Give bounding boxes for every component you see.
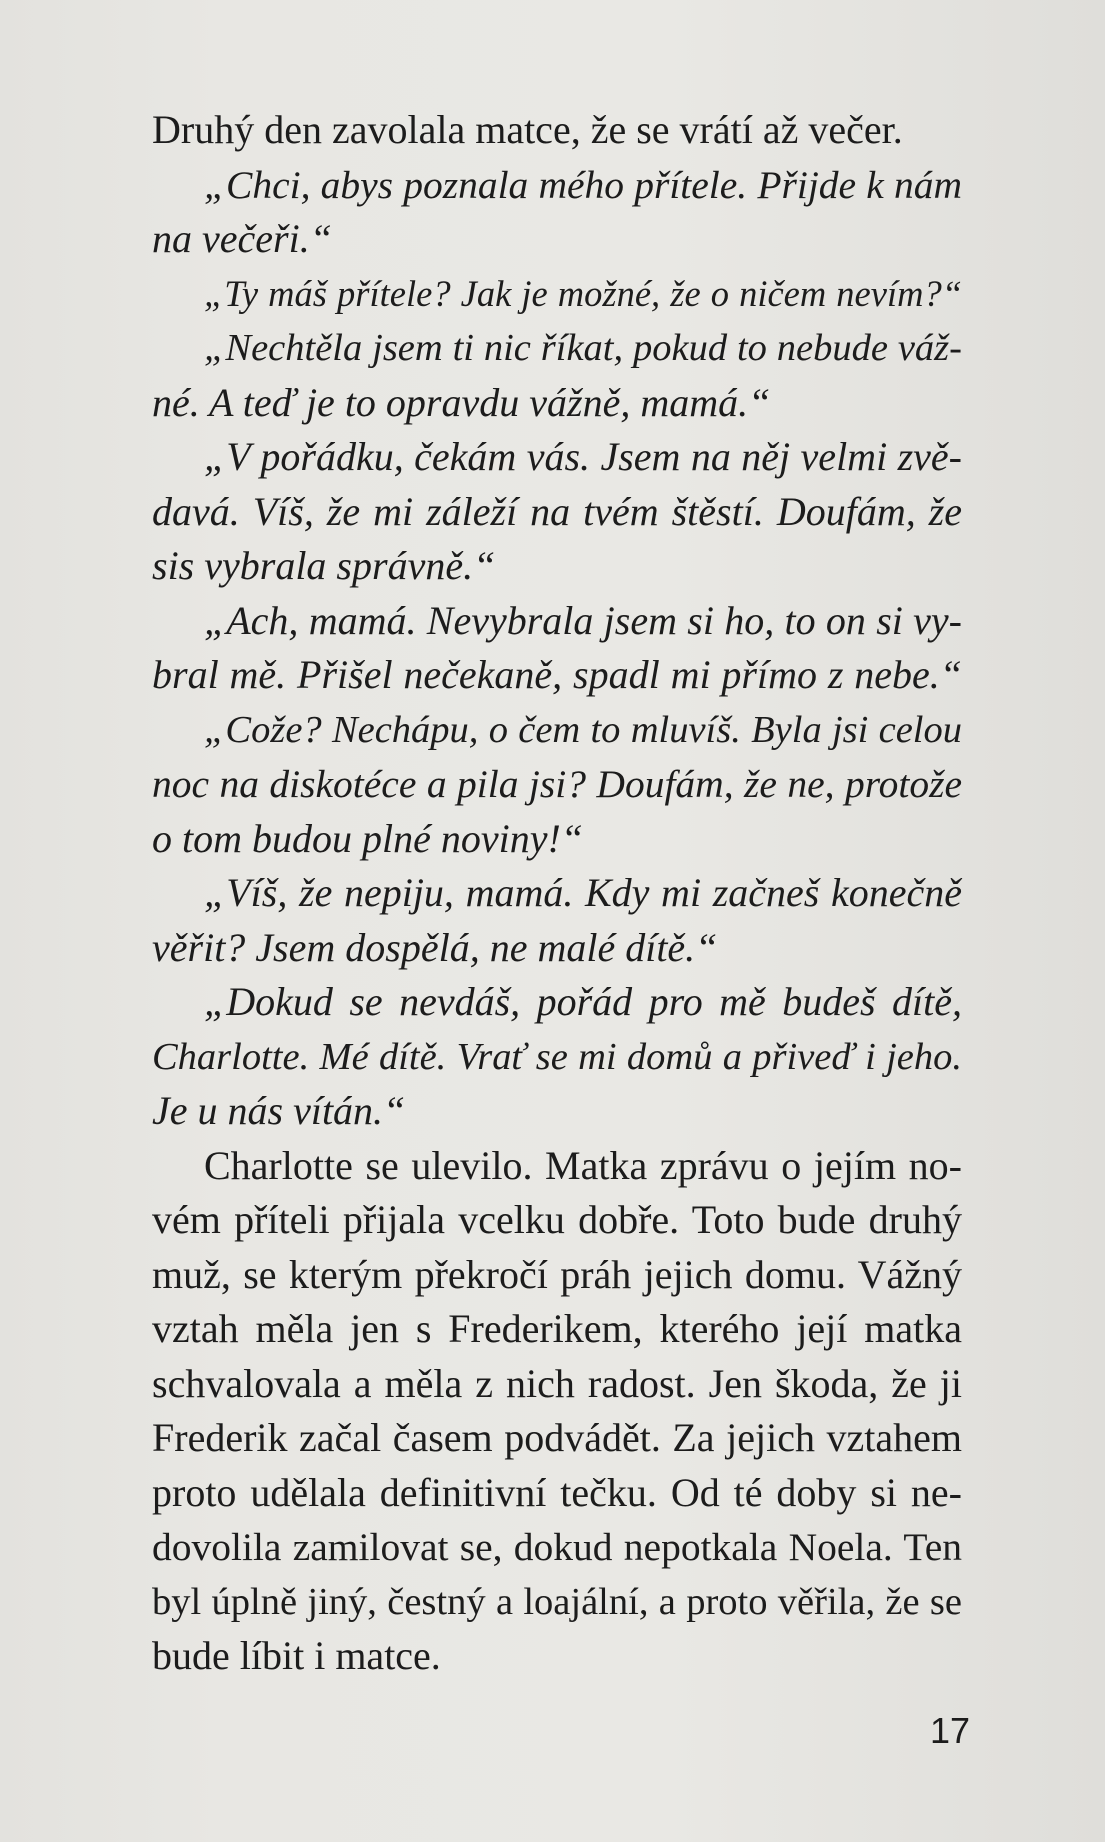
text-line: Je u nás vítán.“ bbox=[152, 1088, 406, 1133]
page-number: 17 bbox=[930, 1710, 971, 1751]
text-line: proto udělala definitivní tečku. Od té doby si ne- bbox=[152, 1469, 962, 1515]
page-text bbox=[152, 103, 962, 1684]
text-line: noc na diskotéce a pila jsi? Doufám, že ne, protože bbox=[152, 762, 962, 806]
text-line: dovolila zamilovat se, dokud nepotkala Noela. Ten bbox=[152, 1525, 962, 1569]
text-line: „Ach, mamá. Nevybrala jsem si ho, to on si vy- bbox=[204, 597, 962, 643]
text-line: Druhý den zavolala matce, že se vrátí až večer. bbox=[152, 107, 903, 152]
text-line: „Nechtěla jsem ti nic říkat, pokud to nebude váž- bbox=[204, 327, 962, 369]
text-line: sis vybrala správně.“ bbox=[152, 543, 496, 588]
text-line: vztah měla jen s Frederikem, kterého její matka bbox=[152, 1306, 962, 1351]
text-line: „Chci, abys poznala mého přítele. Přijde k nám bbox=[204, 162, 962, 207]
text-line: byl úplně jiný, čestný a loajální, a proto věřila, že se bbox=[152, 1580, 962, 1623]
text-line: vém příteli přijala vcelku dobře. Toto bude druhý bbox=[152, 1197, 962, 1242]
text-line: „Cože? Nechápu, o čem to mluvíš. Byla jsi celou bbox=[204, 708, 962, 751]
text-line: „Dokud se nevdáš, pořád pro mě budeš dítě, bbox=[204, 979, 962, 1024]
text-line: schvalovala a měla z nich radost. Jen škoda, že ji bbox=[152, 1360, 962, 1406]
text-line: muž, se kterým překročí práh jejich domu. Vážný bbox=[152, 1251, 962, 1297]
text-line: Charlotte se ulevilo. Matka zprávu o jejím no- bbox=[204, 1142, 962, 1188]
text-line: „Víš, že nepiju, mamá. Kdy mi začneš konečně bbox=[204, 870, 962, 915]
text-line: bude líbit i matce. bbox=[152, 1633, 441, 1678]
text-line: na večeři.“ bbox=[152, 216, 332, 261]
text-line: Frederik začal časem podvádět. Za jejich vztahem bbox=[152, 1415, 962, 1460]
text-line: věřit? Jsem dospělá, ne malé dítě.“ bbox=[152, 924, 718, 970]
text-line: „Ty máš přítele? Jak je možné, že o ničem nevím?“ bbox=[204, 272, 962, 314]
text-line: davá. Víš, že mi záleží na tvém štěstí. Doufám, že bbox=[152, 488, 962, 534]
text-line: o tom budou plné noviny!“ bbox=[152, 815, 584, 861]
text-line: bral mě. Přišel nečekaně, spadl mi přímo z nebe.“ bbox=[152, 652, 962, 697]
text-line: „V pořádku, čekám vás. Jsem na něj velmi zvě- bbox=[204, 434, 962, 479]
text-line: Charlotte. Mé dítě. Vrať se mi domů a přiveď i jeho. bbox=[152, 1035, 962, 1078]
text-line: né. A teď je to opravdu vážně, mamá.“ bbox=[152, 379, 771, 425]
